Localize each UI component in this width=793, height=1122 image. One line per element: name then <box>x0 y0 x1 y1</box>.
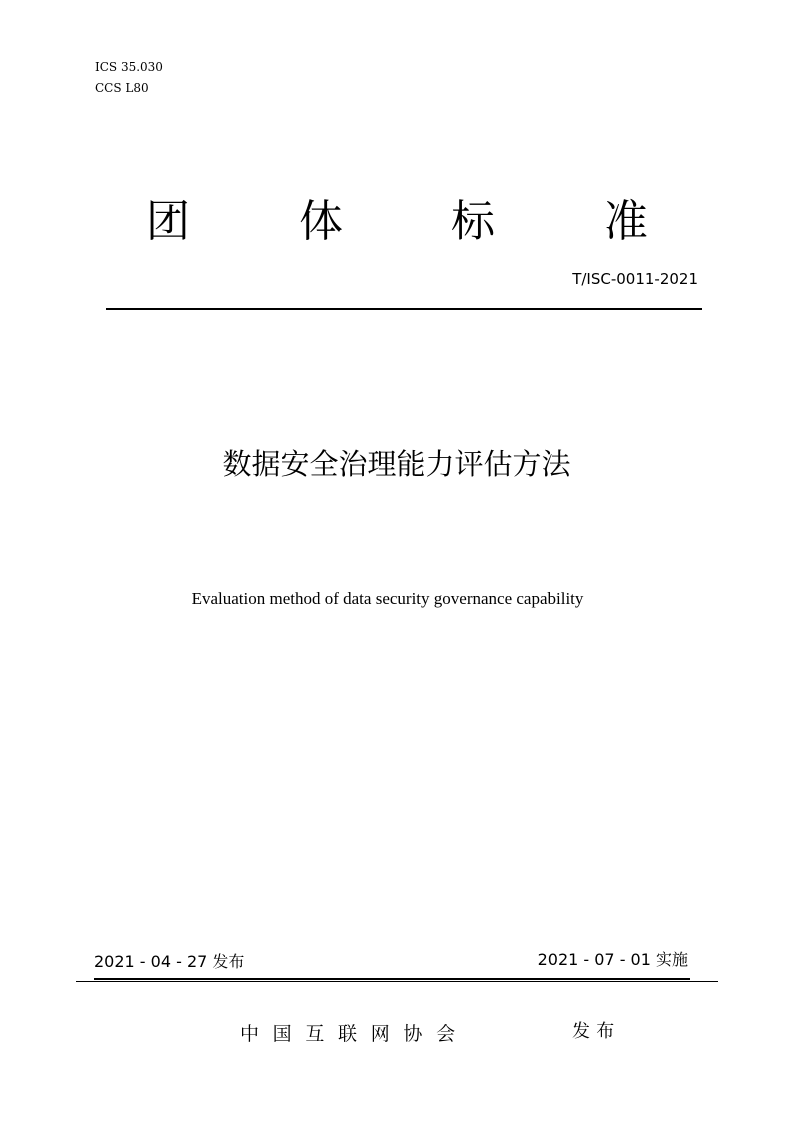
ccs-code: CCS L80 <box>95 81 149 95</box>
standard-type-char: 团 <box>146 196 190 247</box>
implementation-date: 2021 - 07 - 01 实施 <box>537 950 688 969</box>
standard-type-char: 标 <box>451 196 495 247</box>
publish-date: 2021 - 04 - 27 发布 <box>94 952 245 971</box>
footer-divider-thin <box>76 981 718 982</box>
ics-code: ICS 35.030 <box>95 60 163 74</box>
document-title-chinese: 数据安全治理能力评估方法 <box>222 447 571 481</box>
document-title-english: Evaluation method of data security governance capability <box>191 589 584 608</box>
standard-type-char: 体 <box>299 196 343 247</box>
standard-number: T/ISC-0011-2021 <box>572 270 698 288</box>
standard-type-char: 准 <box>604 196 648 247</box>
publish-label: 发布 <box>572 1021 621 1042</box>
publisher-name: 中国互联网协会 <box>240 1023 469 1045</box>
footer-divider <box>94 978 690 980</box>
header-divider <box>106 308 702 310</box>
